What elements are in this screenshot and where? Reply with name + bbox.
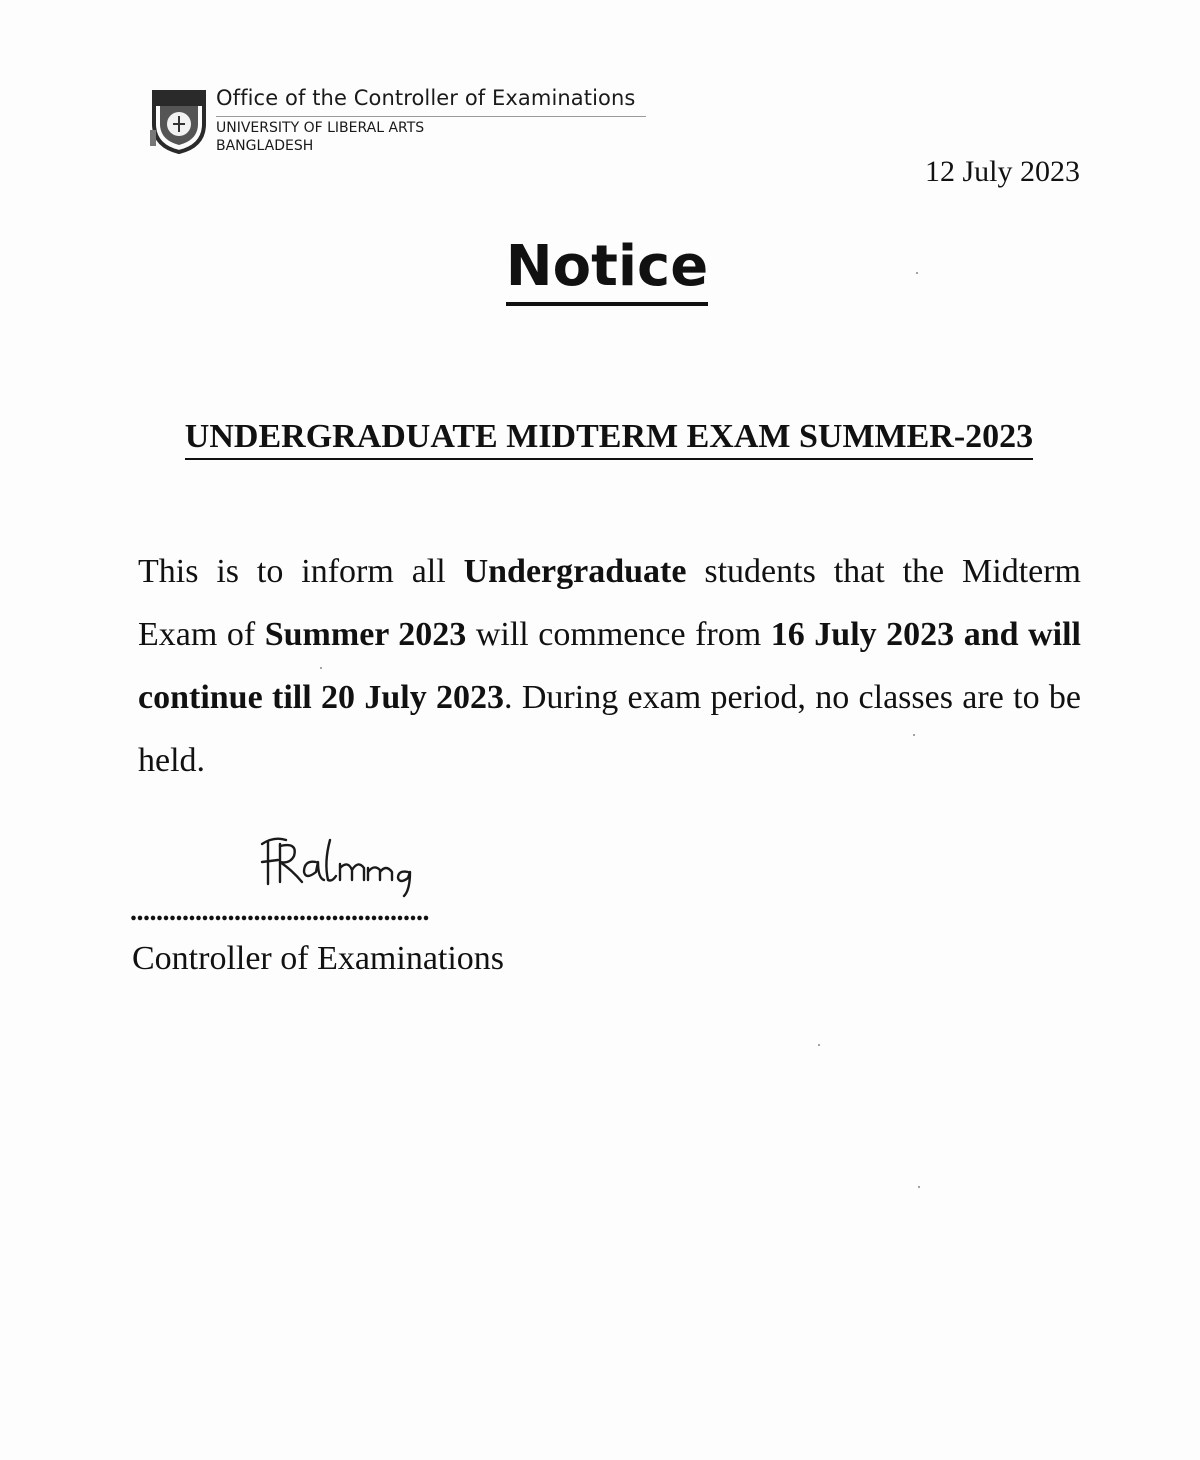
notice-heading-text: UNDERGRADUATE MIDTERM EXAM SUMMER-2023 — [185, 416, 1033, 460]
scan-speck — [818, 1044, 820, 1046]
university-name: UNIVERSITY OF LIBERAL ARTS — [216, 120, 425, 136]
body-bold-2: Summer 2023 — [264, 616, 467, 653]
body-text-4: . During exam period, no classes are to be held. — [138, 679, 1081, 779]
body-text-2: students that the Midterm Exam of — [138, 553, 1082, 653]
body-bold-1: Undergraduate — [463, 553, 687, 590]
body-text-1: This is to inform all — [138, 553, 464, 590]
scan-speck — [916, 272, 918, 274]
notice-heading — [0, 416, 1200, 460]
office-name: Office of the Controller of Examinations — [216, 86, 636, 110]
notice-date: 12 July 2023 — [924, 155, 1080, 188]
page-title — [0, 232, 1200, 306]
letterhead — [150, 86, 670, 166]
scan-speck — [918, 1186, 920, 1188]
scan-speck — [913, 734, 915, 736]
scan-speck — [320, 667, 322, 669]
handwritten-signature — [258, 832, 428, 902]
letterhead-divider — [216, 116, 646, 117]
notice-body — [138, 540, 1081, 792]
body-bold-3: 16 July 2023 and will continue till 20 July 2023 — [138, 616, 1081, 716]
signature-line: .............................................. — [130, 896, 429, 927]
body-text-3: will commence from — [466, 616, 771, 653]
page-title-text: Notice — [506, 232, 708, 306]
university-country: BANGLADESH — [216, 138, 314, 154]
university-crest-icon — [150, 90, 208, 154]
signatory-title: Controller of Examinations — [132, 940, 505, 977]
